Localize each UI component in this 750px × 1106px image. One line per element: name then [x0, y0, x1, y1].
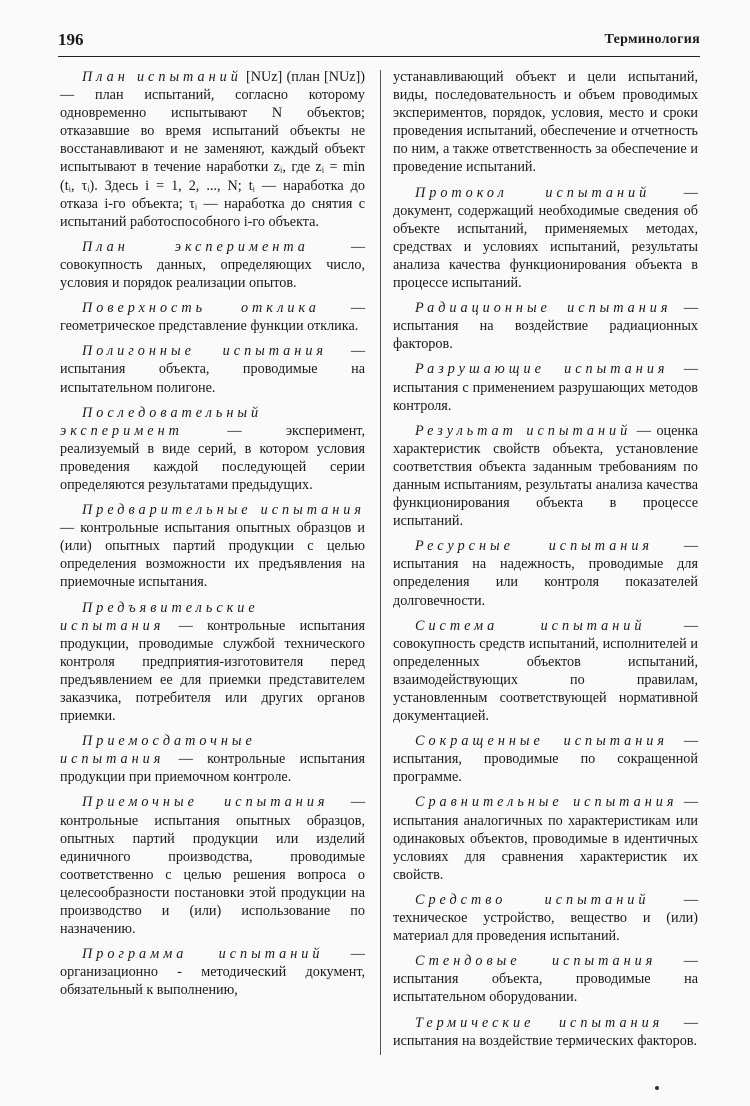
entry-definition: — контрольные испытания продукции при приемочном контроле.: [60, 751, 365, 786]
column-divider: [380, 70, 381, 1055]
glossary-entry: [393, 537, 698, 609]
entry-term: Система испытаний: [415, 617, 646, 634]
glossary-entry: [60, 342, 365, 396]
entry-term: Термические испытания: [415, 1014, 664, 1031]
entry-term: Результат испытаний: [415, 422, 632, 439]
print-speck: [655, 1086, 659, 1090]
entry-term: Последовательный эксперимент: [60, 404, 263, 439]
entry-definition: — геометрическое представление функции отклика.: [60, 300, 366, 335]
entry-definition: — испытания с применением разрушающих методов контроля.: [393, 361, 699, 414]
page-header: [58, 30, 700, 52]
entry-term: Предъявительские испытания: [60, 599, 259, 634]
entry-term: Ресурсные испытания: [415, 538, 654, 555]
glossary-entry-continuation: [393, 68, 698, 177]
running-head: Терминология: [604, 32, 700, 47]
entry-definition: — организационно - методический документ, обязательный к выполнению,: [60, 946, 365, 999]
glossary-entry: [60, 238, 365, 292]
glossary-entry: [393, 891, 698, 945]
entry-definition: — эксперимент, реализуемый в виде серий, в котором условия проведения каждой последующей серии определяются результатами предыдущих.: [60, 422, 365, 493]
entry-definition: устанавливающий объект и цели испытаний, виды, последовательность и объем проводимых экспериментов, порядок, условия, место и сроки проведения испытаний, обеспечение и отчетность по ним, а также ответственность за обеспечение и проведение испытаний.: [393, 69, 698, 176]
entry-definition: — оценка характеристик свойств объекта, установление соответствия объекта заданным требованиям по данным испытаниям, результаты анализа качества функционирования объекта в процессе испытаний.: [393, 422, 698, 530]
entry-term: Сокращенные испытания: [415, 733, 668, 750]
entry-definition: — испытания на воздействие радиационных факторов.: [393, 300, 698, 353]
glossary-entry: [393, 184, 698, 293]
glossary-entry: [393, 1014, 698, 1050]
glossary-entry: [393, 360, 698, 414]
entry-term: Сравнительные испытания: [415, 794, 678, 811]
glossary-entry: [60, 599, 365, 726]
glossary-entry: [393, 422, 698, 531]
entry-definition: — совокупность средств испытаний, исполнителей и определенных объектов испытаний, взаимодействующих по правилам, установленным соответствующей нормативной документацией.: [393, 617, 698, 725]
entry-definition: — контрольные испытания опытных образцов и (или) опытных партий продукции с целью определения возможности их предъявления на приемочные испытания.: [60, 520, 365, 591]
right-column: [393, 68, 698, 1057]
glossary-entry: [393, 952, 698, 1006]
entry-term: Разрушающие испытания: [415, 361, 669, 378]
glossary-entry: [60, 793, 365, 938]
entry-term: Предварительные испытания: [82, 502, 365, 519]
entry-term: Поверхность отклика: [82, 300, 320, 317]
page-number: 196: [58, 30, 84, 49]
glossary-entry: [393, 617, 698, 726]
entry-definition: — испытания объекта, проводимые на испытательном полигоне.: [60, 343, 365, 396]
glossary-entry: [393, 732, 698, 786]
entry-term: Полигонные испытания: [82, 343, 328, 360]
glossary-entry: [60, 501, 365, 591]
entry-definition: — испытания аналогичных по характеристикам или одинаковых объектов, проводимые в идентичных условиях для сравнения характеристик их свойств.: [393, 794, 698, 883]
entry-term: Приемосдаточные испытания: [60, 733, 256, 768]
entry-definition: — испытания объекта, проводимые на испытательном оборудовании.: [393, 953, 698, 1006]
entry-term: Протокол испытаний: [415, 184, 651, 201]
entry-term: Программа испытаний: [82, 946, 324, 963]
glossary-entry: [60, 68, 365, 231]
glossary-entry: [393, 793, 698, 883]
entry-definition: — документ, содержащий необходимые сведения об объекте испытаний, применяемых методах, средствах и условиях испытаний, результаты анализа качества функционирования объекта в процессе испытаний.: [393, 184, 698, 292]
entry-definition: — контрольные испытания опытных образцов, опытных партий продукции или изделий единичного производства, проводимые соответственно с целью решения вопроса о целесообразности постановки этой продукции на производство и (или) использование по назначению.: [60, 794, 366, 938]
entry-term: План эксперимента: [82, 238, 309, 255]
entry-definition: — техническое устройство, вещество и (или) материал для проведения испытаний.: [393, 891, 698, 945]
entry-term: Приемочные испытания: [82, 794, 329, 811]
left-column: [60, 68, 365, 1007]
entry-definition: — совокупность данных, определяющих число, условия и порядок реализации опытов.: [60, 238, 365, 292]
glossary-entry: [60, 299, 365, 335]
entry-definition: — испытания на надежность, проводимые для определения или контроля показателей долговечности.: [393, 538, 698, 609]
entry-definition: — контрольные испытания продукции, проводимые службой технического контроля предприятия-изготовителя перед предъявлением ее для приемки представителем заказчика, потребителя или других органов приемки.: [60, 617, 365, 725]
entry-term: Средство испытаний: [415, 891, 650, 908]
entry-term: План испытаний: [82, 69, 242, 85]
glossary-entry: [393, 299, 698, 353]
entry-definition: [NUz] (план [NUz]) — план испытаний, согласно которому одновременно испытывают N объектов; отказавшие во время испытаний объекты не восстанавливают и не заменяют, каждый объект испытывают в течение наработки zᵢ, где zᵢ = min (tᵢ, τᵢ). Здесь i = 1, 2, ..., N; tᵢ — наработка до отказа i-го объекта; τᵢ — наработка до снятия с испытаний работоспособного i-го объекта.: [60, 69, 365, 230]
header-rule: [58, 56, 700, 57]
entry-definition: — испытания на воздействие термических факторов.: [393, 1014, 698, 1049]
entry-term: Стендовые испытания: [415, 953, 657, 970]
entry-definition: — испытания, проводимые по сокращенной программе.: [393, 733, 698, 786]
entry-term: Радиационные испытания: [415, 300, 672, 317]
glossary-entry: [60, 732, 365, 786]
glossary-entry: [60, 945, 365, 999]
glossary-entry: [60, 404, 365, 494]
